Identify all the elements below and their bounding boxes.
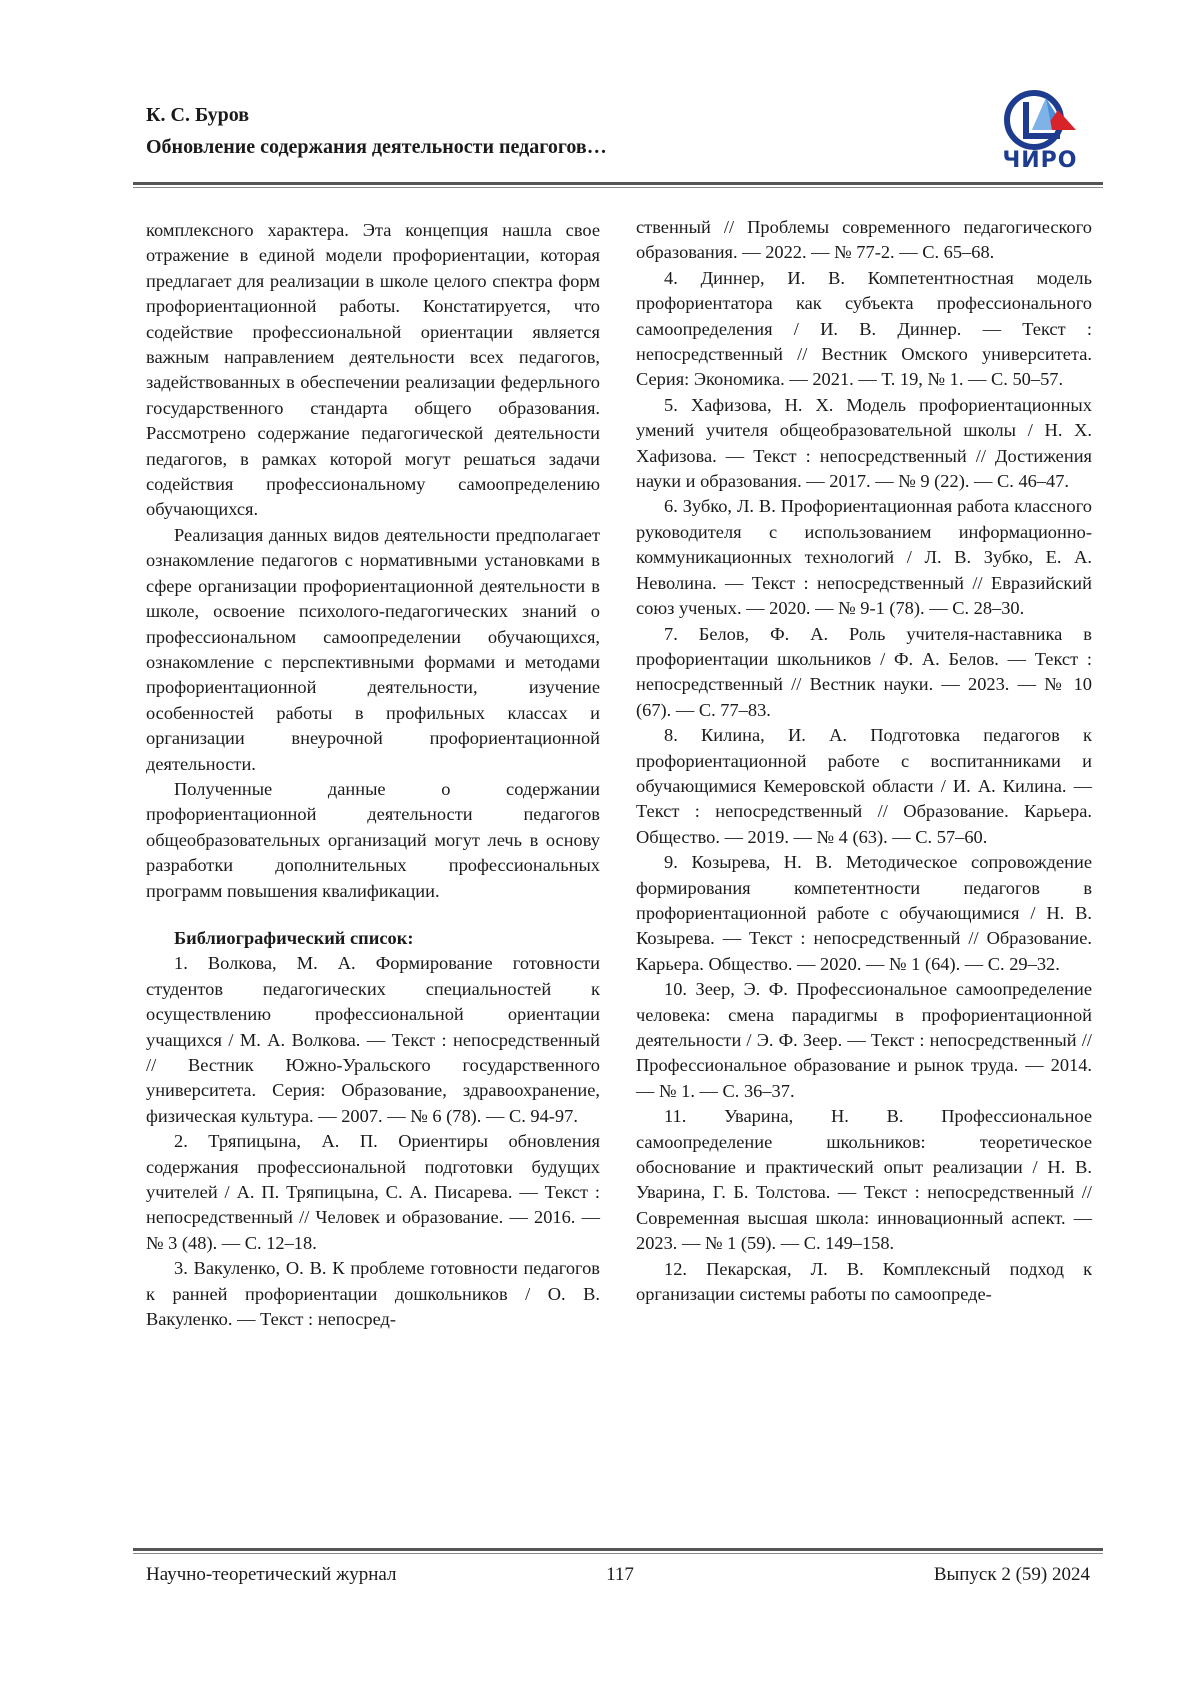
reference-item: 10. Зеер, Э. Ф. Профессиональное самоопределение человека: смена парадигмы в профориентационной деятельности / Э. Ф. Зеер. — Текст : непосредственный // Профессиональное образование и рынок труда. — 2014. — № 1. — С. 36–37. (636, 979, 1092, 1101)
body-paragraph: комплексного характера. Эта концепция нашла свое отражение в единой модели профориентации, которая предлагает для реализации в школе целого спектра форм профориентационной работы. Констатируется, что содействие профессиональной ориентации является важным направлением деятельности всех педагогов, задействованных в обеспечении реализации федерльного государственного стандарта общего образования. Рассмотрено содержание педагогической деятельности педагогов, в рамках которой могут решаться задачи содействия профессиональному самоопределению обучающихся. (146, 220, 600, 520)
logo-text: ЧИРО (1002, 148, 1078, 173)
reference-item: 12. Пекарская, Л. В. Комплексный подход к организации системы работы по самоопреде- (636, 1258, 1092, 1305)
issue-info: Выпуск 2 (59) 2024 (933, 1564, 1090, 1585)
author-name: К. С. Буров (146, 104, 250, 126)
bibliography-heading: Библиографический список: (174, 927, 414, 948)
reference-item: 3. Вакуленко, О. В. К проблеме готовности педагогов к ранней профориентации дошкольников / О. В. Вакуленко. — Текст : непосред- (146, 1258, 600, 1330)
journal-name: Научно-теоретический журнал (146, 1564, 397, 1585)
body-paragraph: Полученные данные о содержании профориентационной деятельности педагогов общеобразовательных организаций могут лечь в основу разработки дополнительных профессиональных программ повышения квалификации. (146, 778, 600, 901)
reference-item: 8. Килина, И. А. Подготовка педагогов к профориентационной работе с воспитанниками и обучающимися Кемеровской области / И. А. Килина. — Текст : непосредственный // Образование. Карьера. Общество. — 2019. — № 4 (63). — С. 57–60. (636, 725, 1092, 847)
footer-divider (133, 1548, 1103, 1551)
left-column (146, 218, 600, 1332)
chiro-logo (996, 88, 1096, 188)
reference-item: 5. Хафизова, Н. Х. Модель профориентационных умений учителя общеобразовательной школы / Н. Х. Хафизова. — Текст : непосредственный // Достижения науки и образования. — 2017. — № 9 (22). — С. 46–47. (636, 394, 1092, 492)
logo-emblem-icon (996, 88, 1096, 150)
reference-item: 11. Уварина, Н. В. Профессиональное самоопределение школьников: теоретическое обоснование и практический опыт реализации / Н. В. Уварина, Г. Б. Толстова. — Текст : непосредственный // Современная высшая школа: инновационный аспект. — 2023. — № 1 (59). — С. 149–158. (636, 1106, 1092, 1254)
page-header (146, 88, 1096, 188)
right-column (636, 215, 1092, 1307)
reference-continuation: ственный // Проблемы современного педагогического образования. — 2022. — № 77-2. — С. 65–68. (636, 217, 1092, 263)
reference-item: 4. Диннер, И. В. Компетентностная модель профориентатора как субъекта профессионального самоопределения / И. В. Диннер. — Текст : непосредственный // Вестник Омского университета. Серия: Экономика. — 2021. — Т. 19, № 1. — С. 50–57. (636, 267, 1092, 390)
header-divider (133, 182, 1103, 185)
page-number: 117 (606, 1564, 634, 1585)
running-title: Обновление содержания деятельности педагогов… (146, 136, 607, 158)
reference-item: 1. Волкова, М. А. Формирование готовности студентов педагогических специальностей к осуществлению профессиональной ориентации учащихся / М. А. Волкова. — Текст : непосредственный // Вестник Южно-Уральского государственного университета. Серия: Образование, здравоохранение, физическая культура. — 2007. — № 6 (78). — С. 94-97. (146, 953, 600, 1126)
reference-item: 2. Тряпицына, А. П. Ориентиры обновления содержания профессиональной подготовки будущих учителей / А. П. Тряпицына, С. А. Писарева. — Текст : непосредственный // Человек и образование. — 2016. — № 3 (48). — С. 12–18. (146, 1131, 600, 1253)
footer-divider-thin (133, 1553, 1103, 1554)
body-paragraph: Реализация данных видов деятельности предполагает ознакомление педагогов с нормативными установками в сфере организации профориентационной деятельности в школе, освоение психолого-педагогических знаний о профессиональном самоопределении обучающихся, ознакомление с перспективными формами и методами профориентационной деятельности, изучение особенностей работы в профильных классах и организации внеурочной профориентационной деятельности. (146, 524, 600, 774)
reference-item: 7. Белов, Ф. А. Роль учителя-наставника в профориентации школьников / Ф. А. Белов. — Текст : непосредственный // Вестник науки. — 2023. — № 10 (67). — С. 77–83. (636, 623, 1092, 720)
reference-item: 6. Зубко, Л. В. Профориентационная работа классного руководителя с использованием информационно-коммуникационных технологий / Л. В. Зубко, Е. А. Неволина. — Текст : непосредственный // Евразийский союз ученых. — 2020. — № 9-1 (78). — С. 28–30. (636, 496, 1092, 619)
reference-item: 9. Козырева, Н. В. Методическое сопровождение формирования компетентности педагогов в профориентационной работе с обучающимися / Н. В. Козырева. — Текст : непосредственный // Образование. Карьера. Общество. — 2020. — № 1 (64). — С. 29–32. (636, 852, 1092, 974)
header-divider-thin (133, 187, 1103, 188)
